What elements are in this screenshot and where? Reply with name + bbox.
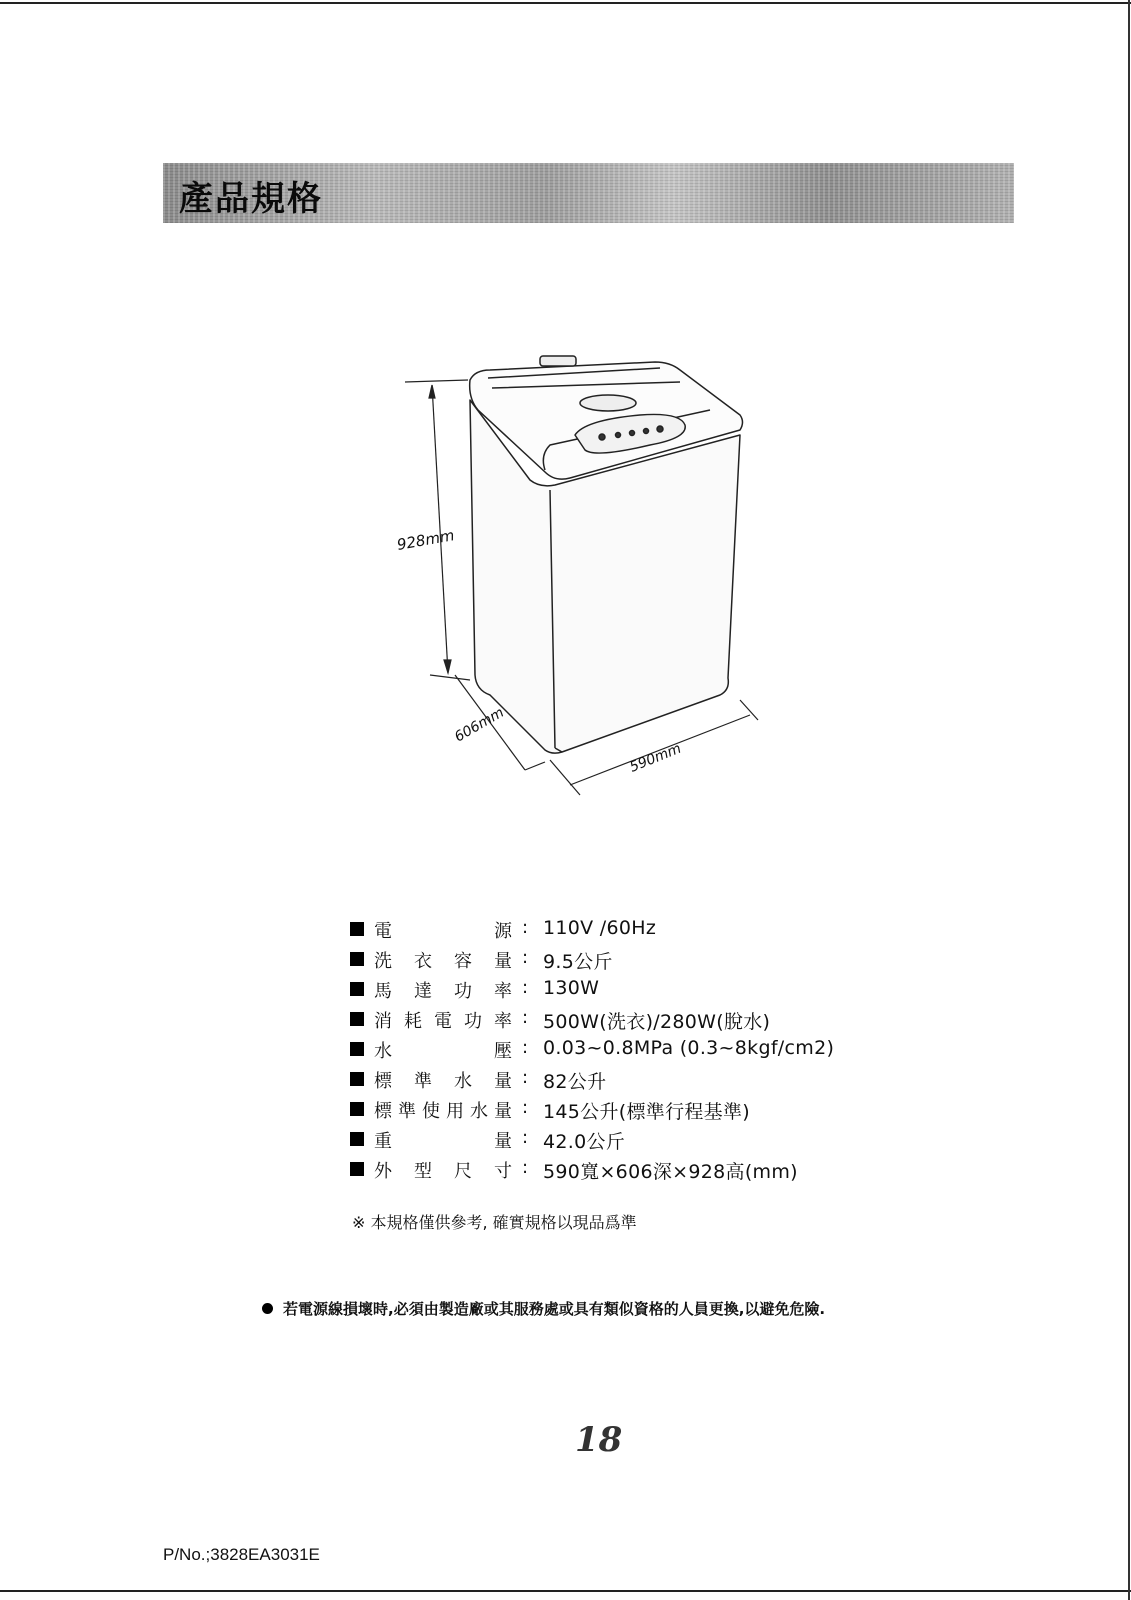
- right-rule: [1128, 0, 1130, 1600]
- spec-list: [350, 915, 910, 1185]
- title-banner: [163, 163, 1014, 223]
- spec-separator: :: [522, 1127, 529, 1148]
- spec-row-capacity: [350, 945, 910, 975]
- spec-label: 外型尺寸: [374, 1161, 512, 1182]
- bullet-icon: [350, 1162, 364, 1176]
- bullet-icon: [350, 1072, 364, 1086]
- spec-label: 標準使用水量: [374, 1101, 512, 1122]
- spec-separator: :: [522, 1037, 529, 1058]
- page-number: 18: [575, 1420, 623, 1460]
- spec-row-water-level: [350, 1065, 910, 1095]
- spec-separator: :: [522, 1007, 529, 1028]
- spec-row-power: [350, 915, 910, 945]
- bullet-icon: [350, 922, 364, 936]
- spec-value: 9.5公斤: [543, 951, 613, 973]
- spec-label: 水 壓: [374, 1041, 512, 1062]
- spec-value: 42.0公斤: [543, 1131, 626, 1153]
- spec-label: 電 源: [374, 921, 512, 942]
- top-rule: [0, 2, 1131, 4]
- spec-separator: :: [522, 917, 529, 938]
- bullet-icon: [350, 982, 364, 996]
- depth-label: 606mm: [452, 704, 507, 746]
- page-title: 產品規格: [179, 179, 323, 219]
- bullet-icon: [350, 1042, 364, 1056]
- spec-separator: :: [522, 947, 529, 968]
- spec-note: ※ 本規格僅供參考, 確實規格以現品爲準: [352, 1213, 637, 1232]
- height-label: 928mm: [395, 526, 456, 554]
- spec-value: 145公升(標準行程基準): [543, 1101, 750, 1123]
- spec-label: 洗衣容量: [374, 951, 512, 972]
- warning-text: 若電源線損壞時,必須由製造廠或其服務處或具有類似資格的人員更換,以避免危險.: [283, 1300, 826, 1318]
- part-number: P/No.;3828EA3031E: [163, 1545, 320, 1564]
- bullet-icon: [350, 1012, 364, 1026]
- spec-separator: :: [522, 1157, 529, 1178]
- bullet-dot-icon: [262, 1303, 273, 1314]
- lid-latch: [540, 356, 576, 366]
- spec-value: 0.03~0.8MPa (0.3~8kgf/cm2): [543, 1037, 835, 1059]
- spec-separator: :: [522, 1097, 529, 1118]
- spec-value: 130W: [543, 977, 600, 999]
- spec-label: 標準水量: [374, 1071, 512, 1092]
- warning-line: [262, 1298, 825, 1319]
- spec-label: 重 量: [374, 1131, 512, 1152]
- spec-separator: :: [522, 1067, 529, 1088]
- spec-row-water-usage: [350, 1095, 910, 1125]
- spec-value: 110V /60Hz: [543, 917, 657, 939]
- bullet-icon: [350, 952, 364, 966]
- bottom-rule: [0, 1590, 1131, 1592]
- spec-separator: :: [522, 977, 529, 998]
- detergent-cup: [580, 395, 636, 411]
- washing-machine-diagram: [380, 340, 800, 820]
- spec-row-weight: [350, 1125, 910, 1155]
- width-label: 590mm: [627, 740, 684, 776]
- spec-row-consumption: [350, 1005, 910, 1035]
- spec-value: 500W(洗衣)/280W(脫水): [543, 1011, 771, 1033]
- spec-value: 590寬×606深×928高(mm): [543, 1161, 798, 1183]
- spec-label: 馬達功率: [374, 981, 512, 1002]
- spec-label: 消耗電功率: [374, 1011, 512, 1032]
- spec-row-dimensions: [350, 1155, 910, 1185]
- spec-row-pressure: [350, 1035, 910, 1065]
- spec-value: 82公升: [543, 1071, 607, 1093]
- spec-row-motor: [350, 975, 910, 1005]
- bullet-icon: [350, 1102, 364, 1116]
- bullet-icon: [350, 1132, 364, 1146]
